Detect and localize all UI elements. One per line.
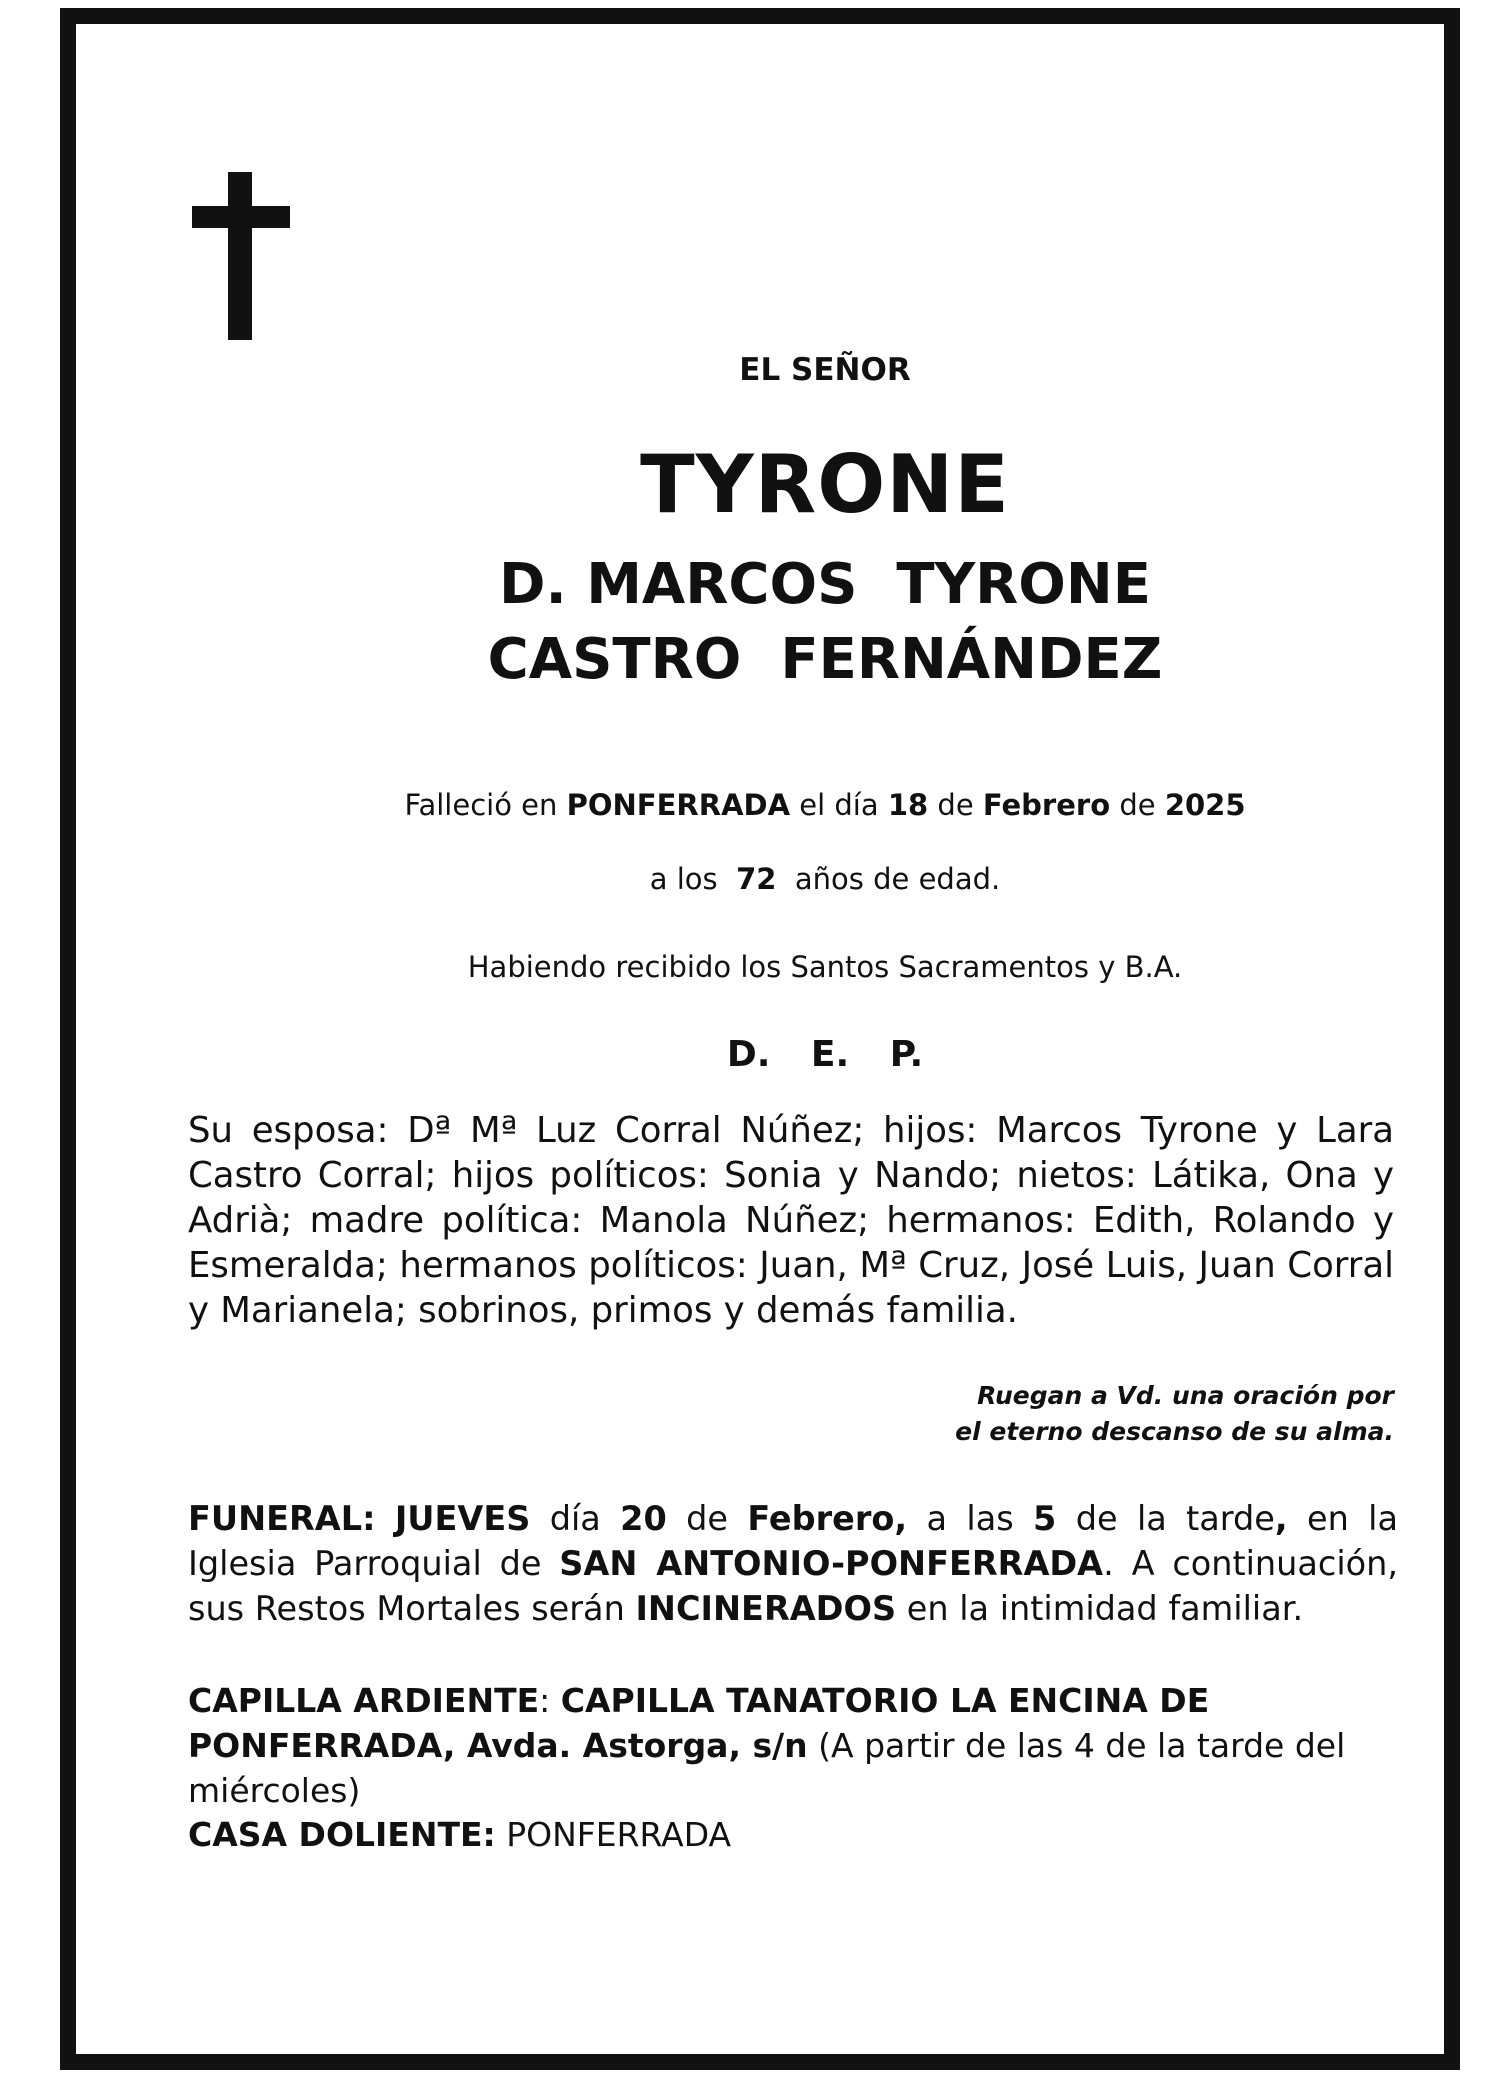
title-label: EL SEÑOR (739, 352, 911, 388)
age-info: a los 72 años de edad. (649, 862, 1001, 896)
dep-text: D. E. P. (726, 1034, 924, 1075)
age-value: 72 (736, 862, 777, 896)
death-day: 18 (887, 788, 929, 822)
deceased-name-line2: CASTRO FERNÁNDEZ (487, 627, 1163, 692)
family-list: Su esposa: Dª Mª Luz Corral Núñez; hijos: Marcos Tyrone y Lara Castro Corral; hijos políticos: Sonia y Nando; nietos: Látika, Ona y Adrià; madre política: Manola Núñez; hermanos: Edith, Rolando y Esmeralda; hermanos políticos: Juan, Mª Cruz, José Luis, Juan Corral y Marianela; sobrinos, primos y demás familia. (188, 1110, 1394, 1331)
funeral-info: FUNERAL: JUEVES día 20 de Febrero, a las 5 de la tarde, en la Iglesia Parroquial de SAN ANTONIO-PONFERRADA. A continuación, sus Restos Mortales serán INCINERADOS en la intimidad familiar. (188, 1499, 1399, 1628)
chapel-place: CAPILLA TANATORIO LA ENCINA DE PONFERRADA, Avda. Astorga, s/n (188, 1681, 1210, 1765)
church-name: SAN ANTONIO-PONFERRADA (559, 1544, 1104, 1583)
house-info: CASA DOLIENTE: PONFERRADA (188, 1815, 732, 1854)
prayer-request: Ruegan a Vd. una oración por el eterno descanso de su alma. (955, 1381, 1394, 1446)
deceased-alias: TYRONE (640, 438, 1010, 531)
deceased-name-line1: D. MARCOS TYRONE (498, 552, 1152, 617)
latin-cross-icon (192, 172, 290, 340)
death-year: 2025 (1164, 788, 1246, 822)
chapel-info: CAPILLA ARDIENTE: CAPILLA TANATORIO LA ENCINA DE PONFERRADA, Avda. Astorga, s/n (A partir de las 4 de la tarde del miércoles) (188, 1681, 1346, 1810)
death-month: Febrero (982, 788, 1111, 822)
death-info: Falleció en PONFERRADA el día 18 de Febrero de 2025 (404, 788, 1246, 822)
death-place: PONFERRADA (566, 788, 791, 822)
sacraments-text: Habiendo recibido los Santos Sacramentos y B.A. (467, 950, 1183, 984)
